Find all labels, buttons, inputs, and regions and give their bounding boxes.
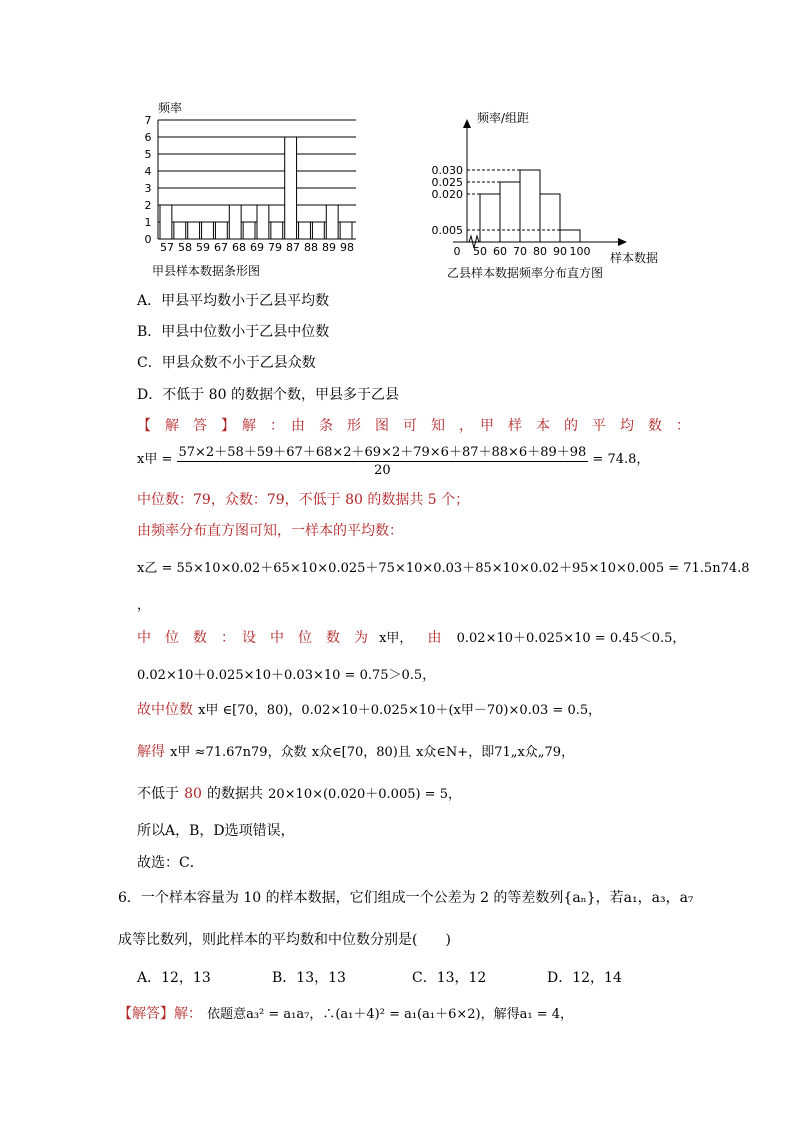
bar <box>326 205 338 239</box>
chart1-yticks <box>145 114 152 246</box>
histogram-bar <box>480 194 500 242</box>
histogram-bar <box>500 182 520 242</box>
solution5-head: 【 解 答 】 解 ： 由 条 形 图 可 知 ， 甲 样 本 的 平 均 数 ： <box>137 418 690 434</box>
ytick-label: 0.030 <box>431 164 463 177</box>
xtick-label: 89 <box>322 241 336 254</box>
ytick-label: 2 <box>144 199 152 212</box>
option-c: C．甲县众数不小于乙县众数 <box>137 355 316 371</box>
median-ineq2: 0.02×10＋0.025×10＋0.03×10 = 0.75＞0.5， <box>137 668 436 683</box>
median-var: x甲， <box>379 631 413 646</box>
xtick-label: 68 <box>232 241 246 254</box>
mean-jia-lhs: x甲 = <box>137 452 173 467</box>
histogram-yi <box>425 108 670 283</box>
ytick-label: 0.020 <box>431 188 463 201</box>
mode-set: x众∈N+，即71„x众„79， <box>415 745 575 760</box>
median-ineq1: 0.02×10＋0.025×10 = 0.45＜0.5， <box>456 631 686 646</box>
median-mode-line: 中位数：79，众数：79，不低于 80 的数据共 5 个； <box>137 492 470 508</box>
q6-option-d: D．12，14 <box>547 970 622 986</box>
question6-line2: 成等比数列，则此样本的平均数和中位数分别是( ) <box>118 932 451 948</box>
q6-option-b: B．13，13 <box>272 970 346 986</box>
q6-option-c: C．13，12 <box>412 970 487 986</box>
solve-label: 解得 <box>137 744 165 760</box>
solution6-line <box>118 1003 573 1023</box>
ytick-label: 3 <box>144 182 152 195</box>
histogram-bar <box>560 230 580 242</box>
xtick-label: 57 <box>160 241 174 254</box>
chart1-ylabel: 频率 <box>158 101 183 115</box>
chart2-xticks <box>454 245 591 258</box>
bar <box>243 222 255 239</box>
option-a: A．甲县平均数小于乙县平均数 <box>137 293 330 309</box>
chart2-xlabel: 样本数据 <box>610 251 659 265</box>
count-80: 80 <box>184 786 202 802</box>
xtick-label: 50 <box>473 245 487 258</box>
median-by: 由 <box>427 630 442 646</box>
median-line <box>137 627 685 647</box>
y-axis-arrow <box>463 119 471 128</box>
mean-jia-numerator: 57×2＋58＋59＋67＋68×2＋69×2＋79×6＋87＋88×6＋89＋98 <box>177 441 589 462</box>
ytick-label: 6 <box>144 131 152 144</box>
bar <box>271 222 283 239</box>
answer5: 故选：C． <box>137 855 204 871</box>
ytick-label: 1 <box>144 216 152 229</box>
xtick-label: 69 <box>250 241 264 254</box>
hist-intro: 由频率分布直方图可知，一样本的平均数： <box>137 523 403 539</box>
xtick-label: 59 <box>196 241 210 254</box>
xtick-label: 90 <box>553 245 567 258</box>
bar <box>257 205 269 239</box>
comma-line: ， <box>137 598 151 613</box>
chart1-xticks <box>160 241 354 254</box>
bar <box>174 222 186 239</box>
mean-yi-formula: x乙 = 55×10×0.02＋65×10×0.025＋75×10×0.03＋85×10×0.02＋95×10×0.005 = 71.5n74.8 <box>137 561 750 576</box>
bar <box>202 222 214 239</box>
xtick-label: 67 <box>214 241 228 254</box>
ytick-label: 4 <box>144 165 152 178</box>
xtick-label: 58 <box>178 241 192 254</box>
mode-expr: x众∈[70，80)且 <box>311 745 411 760</box>
xtick-label: 87 <box>286 241 300 254</box>
bar-chart-jia <box>130 100 370 280</box>
mean-jia-rhs: = 74.8， <box>592 452 650 467</box>
wrong-options: 所以A，B，D选项错误， <box>137 823 295 839</box>
mean-jia-formula <box>137 441 649 478</box>
histogram-bar <box>540 194 560 242</box>
chart1-caption: 甲县样本数据条形图 <box>152 264 261 278</box>
chart2-ylabel: 频率/组距 <box>477 111 530 125</box>
histogram-bar <box>520 170 540 242</box>
xtick-label: 60 <box>493 245 507 258</box>
median-head: 中 位 数 ： 设 中 位 数 为 <box>137 630 368 646</box>
solution6-body: 依题意a₃² = a₁a₇，∴(a₁＋4)² = a₁(a₁＋6×2)，解得a₁ = 4， <box>207 1007 573 1022</box>
option-d: D．不低于 80 的数据个数，甲县多于乙县 <box>137 387 399 403</box>
bar <box>229 205 241 239</box>
xtick-label: 80 <box>533 245 547 258</box>
count-expr: 20×10×(0.020＋0.005) = 5， <box>268 787 461 802</box>
bar <box>160 205 172 239</box>
xtick-label: 79 <box>268 241 282 254</box>
chart2-bars <box>480 170 580 242</box>
x-axis-arrow <box>618 238 627 246</box>
solution6-head: 【解答】解： <box>118 1006 202 1022</box>
median-range: x甲 ∈[70，80)，0.02×10＋0.025×10＋(x甲－70)×0.03 = 0.5， <box>198 703 602 718</box>
mean-jia-denominator: 20 <box>374 463 391 478</box>
count-mid: 的数据共 <box>207 786 264 802</box>
bar <box>312 222 324 239</box>
ytick-label: 7 <box>144 114 152 127</box>
ytick-label: 0.005 <box>431 224 463 237</box>
count-line <box>137 783 461 803</box>
bar <box>188 222 200 239</box>
xtick-label: 70 <box>513 245 527 258</box>
bar <box>299 222 311 239</box>
xtick-label: 98 <box>340 241 354 254</box>
bar <box>215 222 227 239</box>
ytick-label: 0 <box>144 233 152 246</box>
option-b: B．甲县中位数小于乙县中位数 <box>137 324 330 340</box>
median-range-label: 故中位数 <box>137 702 193 718</box>
question6-line1: 6．一个样本容量为 10 的样本数据，它们组成一个公差为 2 的等差数列{aₙ}，若a₁，a₃，a₇ <box>118 890 694 906</box>
solve-expr: x甲 ≈71.67n79，众数 <box>170 745 307 760</box>
xtick-label: 100 <box>569 245 591 258</box>
bar <box>285 137 297 239</box>
bar <box>340 222 352 239</box>
count-label: 不低于 <box>137 786 179 802</box>
xtick-label: 0 <box>453 245 461 258</box>
xtick-label: 88 <box>304 241 318 254</box>
median-range-line <box>137 699 601 719</box>
ytick-label: 0.025 <box>431 176 463 189</box>
q6-option-a: A．12，13 <box>137 970 211 986</box>
solve-line <box>137 741 574 761</box>
ytick-label: 5 <box>144 148 152 161</box>
chart2-caption: 乙县样本数据频率分布直方图 <box>447 266 604 280</box>
